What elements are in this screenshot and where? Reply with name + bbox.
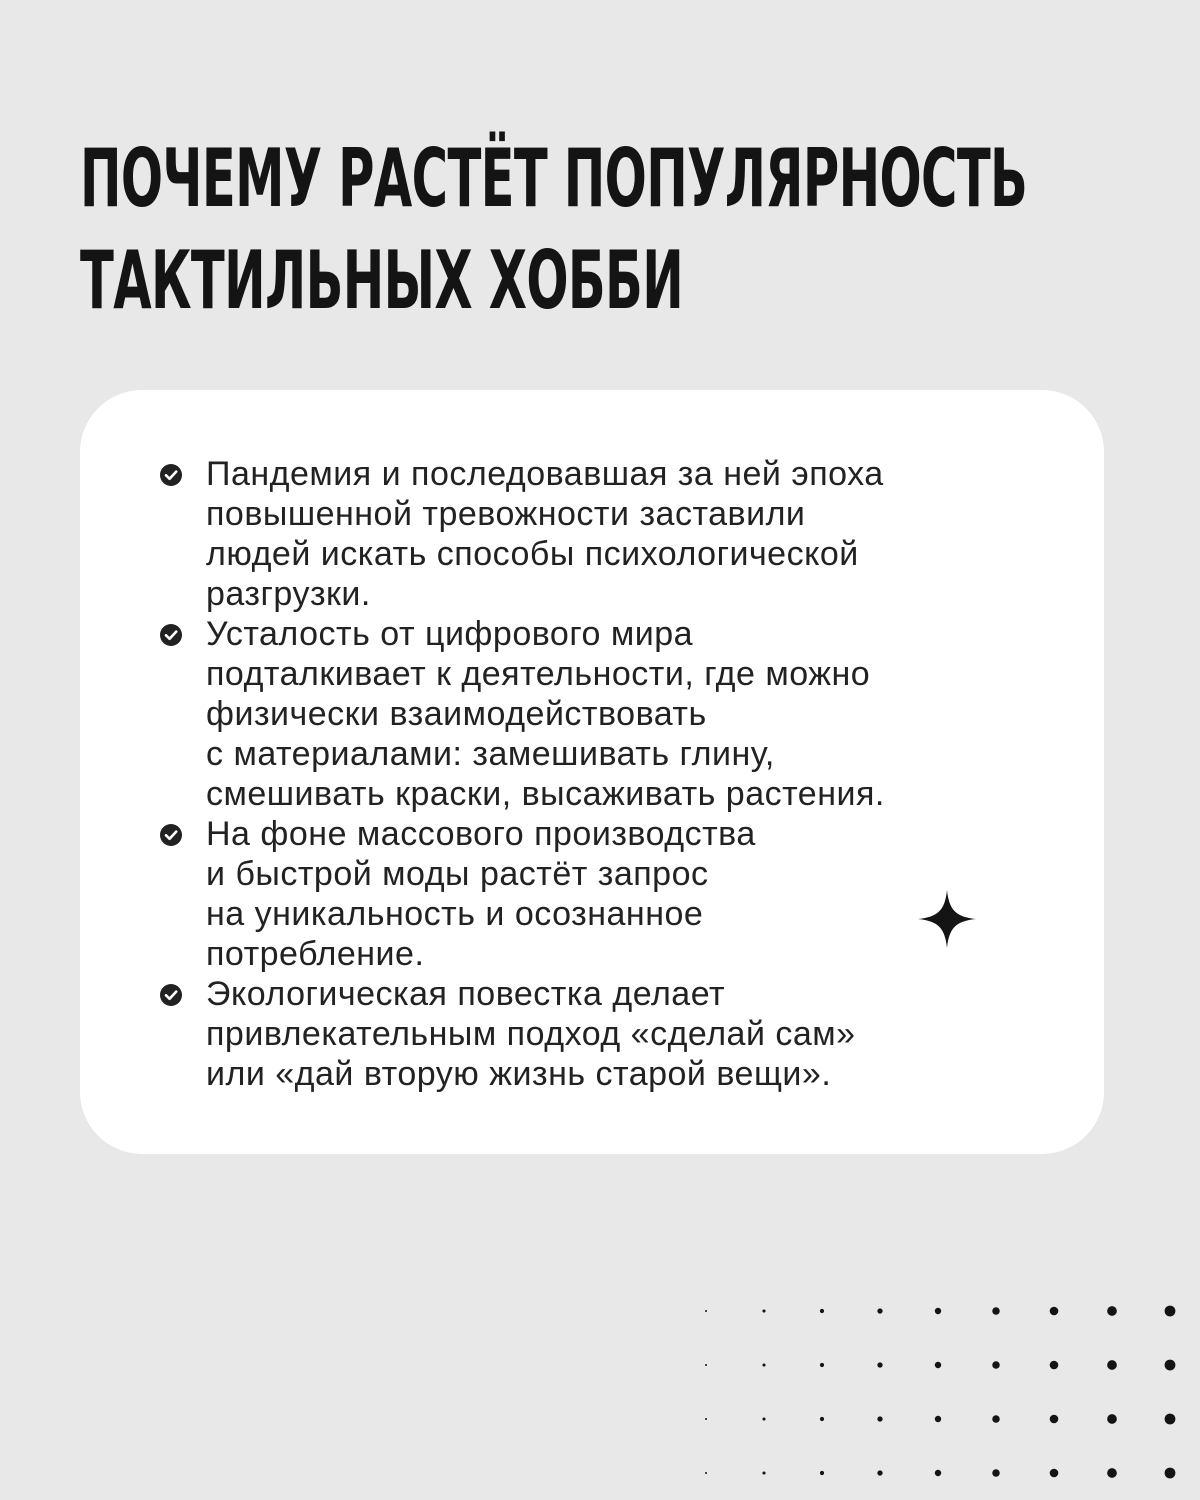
- pattern-dot: [1107, 1360, 1117, 1370]
- pattern-dot: [1165, 1414, 1176, 1425]
- reason-line: с материалами: замешивать глину,: [206, 735, 775, 773]
- pattern-dot: [877, 1416, 882, 1421]
- pattern-dot: [762, 1363, 765, 1366]
- page-title-line-2: ТАКТИЛЬНЫХ ХОББИ: [80, 234, 684, 327]
- reasons-card: [80, 390, 1104, 1154]
- reason-line: на уникальность и осознанное: [206, 895, 704, 933]
- pattern-dot: [1050, 1469, 1059, 1478]
- reason-line: Усталость от цифрового мира: [206, 615, 694, 653]
- pattern-dot: [1165, 1306, 1176, 1317]
- reason-line: повышенной тревожности заставили: [206, 495, 806, 533]
- pattern-dot: [705, 1418, 707, 1420]
- pattern-dot: [762, 1471, 765, 1474]
- pattern-dot: [992, 1361, 1000, 1369]
- pattern-dot: [992, 1307, 1000, 1315]
- pattern-dot: [705, 1310, 707, 1312]
- pattern-dot: [705, 1364, 707, 1366]
- check-circle-icon: [160, 464, 182, 486]
- pattern-dot: [820, 1309, 824, 1313]
- reason-item: [160, 974, 1040, 1094]
- reason-line: разгрузки.: [206, 575, 371, 613]
- reason-line: подталкивает к деятельности, где можно: [206, 655, 871, 693]
- pattern-dot: [705, 1472, 707, 1474]
- pattern-dot: [762, 1417, 765, 1420]
- check-circle-icon: [160, 824, 182, 846]
- reason-text: [206, 814, 1040, 974]
- reason-line: и быстрой моды растёт запрос: [206, 855, 709, 893]
- pattern-dot: [1107, 1306, 1117, 1316]
- pattern-dot: [1050, 1361, 1059, 1370]
- reason-line: людей искать способы психологической: [206, 535, 859, 573]
- reason-line: физически взаимодействовать: [206, 695, 707, 733]
- reason-line: смешивать краски, высаживать растения.: [206, 775, 885, 813]
- pattern-dot: [1050, 1415, 1059, 1424]
- reason-text: [206, 614, 1040, 814]
- reason-line: потребление.: [206, 935, 425, 973]
- pattern-dot: [820, 1417, 824, 1421]
- pattern-dot: [1165, 1468, 1176, 1479]
- pattern-dot: [762, 1309, 765, 1312]
- reason-line: Пандемия и последовавшая за ней эпоха: [206, 455, 884, 493]
- pattern-dot: [935, 1308, 941, 1314]
- four-point-star-icon: [918, 890, 976, 948]
- pattern-dot: [820, 1363, 824, 1367]
- reasons-list: [160, 454, 1040, 1094]
- reason-line: Экологическая повестка делает: [206, 975, 726, 1013]
- reason-item: [160, 614, 1040, 814]
- pattern-dot: [935, 1416, 941, 1422]
- pattern-dot: [877, 1470, 882, 1475]
- pattern-dot: [1165, 1360, 1176, 1371]
- pattern-dot: [1050, 1307, 1059, 1316]
- pattern-dot: [877, 1362, 882, 1367]
- reason-item: [160, 814, 1040, 974]
- reason-item: [160, 454, 1040, 614]
- reason-line: На фоне массового производства: [206, 815, 756, 853]
- reason-text: [206, 454, 1040, 614]
- check-circle-icon: [160, 624, 182, 646]
- reason-line: привлекательным подход «сделай сам»: [206, 1015, 856, 1053]
- pattern-dot: [935, 1470, 941, 1476]
- pattern-dot: [992, 1469, 1000, 1477]
- page-title: [80, 128, 1028, 332]
- pattern-dot: [820, 1471, 824, 1475]
- reason-text: [206, 974, 1040, 1094]
- pattern-dot: [877, 1308, 882, 1313]
- page-title-line-1: ПОЧЕМУ РАСТЁТ ПОПУЛЯРНОСТЬ: [80, 132, 1028, 225]
- dot-grid-pattern: [684, 1287, 1200, 1500]
- pattern-dot: [1107, 1468, 1117, 1478]
- reason-line: или «дай вторую жизнь старой вещи».: [206, 1055, 832, 1093]
- pattern-dot: [992, 1415, 1000, 1423]
- check-circle-icon: [160, 984, 182, 1006]
- pattern-dot: [935, 1362, 941, 1368]
- pattern-dot: [1107, 1414, 1117, 1424]
